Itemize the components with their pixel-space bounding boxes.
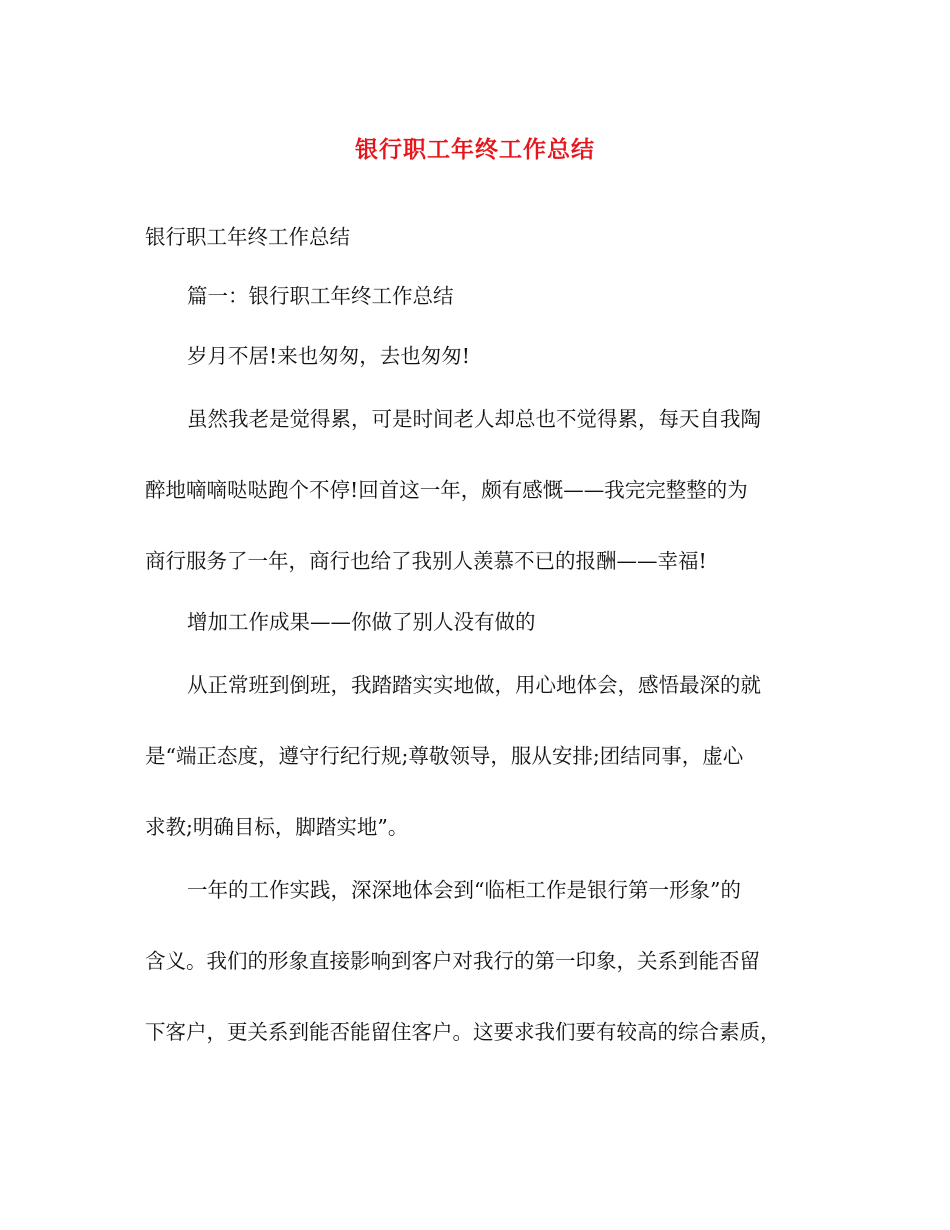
text-line: 下客户，更关系到能否能留住客户。这要求我们要有较高的综合素质， <box>145 1020 781 1044</box>
text-line: 是“端正态度，遵守行纪行规;尊敬领导，服从安排;团结同事，虚心 <box>145 744 744 768</box>
text-line: 增加工作成果——你做了别人没有做的 <box>187 610 536 634</box>
text-line: 银行职工年终工作总结 <box>145 225 350 249</box>
text-line: 篇一：银行职工年终工作总结 <box>187 284 454 308</box>
text-line: 求教;明确目标，脚踏实地”。 <box>145 815 409 839</box>
text-line: 醉地嘀嘀哒哒跑个不停!回首这一年，颇有感慨——我完完整整的为 <box>145 478 748 502</box>
text-line: 含义。我们的形象直接影响到客户对我行的第一印象，关系到能否留 <box>145 949 760 973</box>
document-title: 银行职工年终工作总结 <box>355 136 595 163</box>
text-line: 商行服务了一年，商行也给了我别人羡慕不已的报酬——幸福! <box>145 549 707 573</box>
text-line: 虽然我老是觉得累，可是时间老人却总也不觉得累，每天自我陶 <box>187 407 761 431</box>
text-line: 从正常班到倒班，我踏踏实实地做，用心地体会，感悟最深的就 <box>187 673 761 697</box>
text-line: 一年的工作实践，深深地体会到“临柜工作是银行第一形象”的 <box>187 878 741 902</box>
text-line: 岁月不居!来也匆匆，去也匆匆! <box>187 344 470 368</box>
